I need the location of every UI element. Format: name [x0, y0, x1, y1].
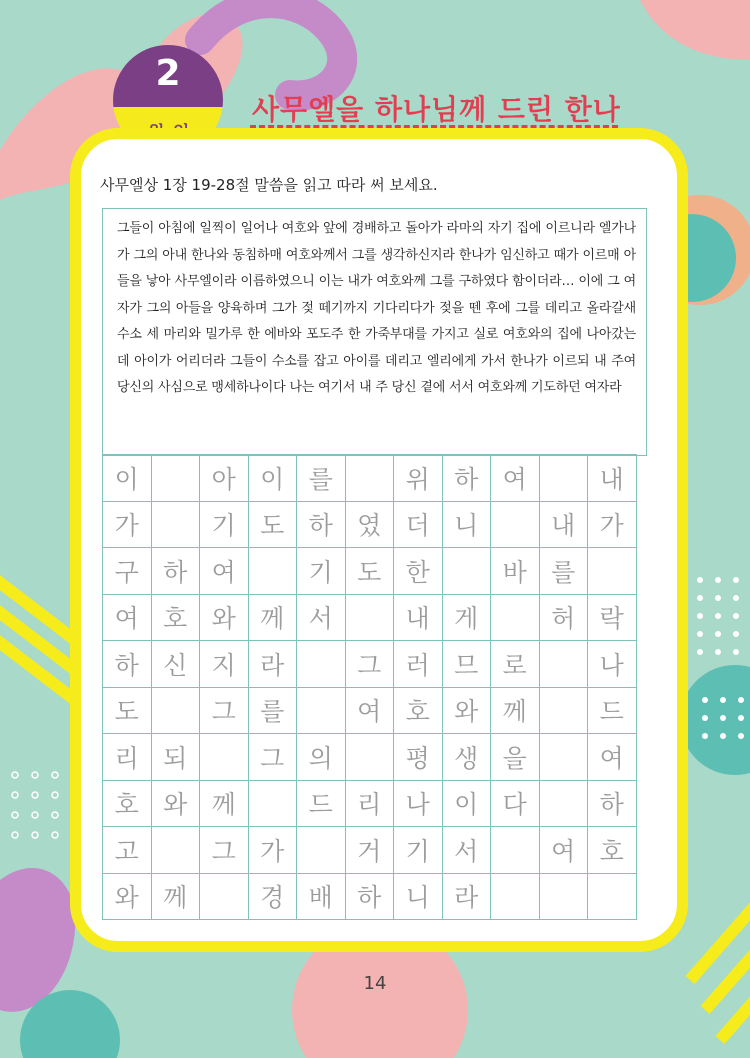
grid-cell[interactable]: 께	[200, 780, 249, 827]
grid-cell[interactable]	[539, 873, 588, 920]
grid-cell[interactable]	[297, 827, 346, 874]
grid-cell[interactable]: 니	[394, 873, 443, 920]
grid-cell[interactable]: 라	[248, 641, 297, 688]
grid-cell[interactable]: 도	[345, 548, 394, 595]
grid-cell[interactable]: 그	[200, 687, 249, 734]
grid-row	[103, 827, 637, 874]
grid-cell[interactable]: 서	[297, 594, 346, 641]
grid-cell[interactable]	[442, 548, 491, 595]
grid-cell[interactable]: 러	[394, 641, 443, 688]
grid-cell[interactable]	[248, 780, 297, 827]
grid-cell[interactable]: 그	[345, 641, 394, 688]
grid-cell[interactable]	[151, 455, 200, 502]
grid-cell[interactable]: 와	[442, 687, 491, 734]
grid-cell[interactable]: 드	[297, 780, 346, 827]
grid-cell[interactable]: 여	[345, 687, 394, 734]
grid-cell[interactable]: 를	[539, 548, 588, 595]
grid-row	[103, 548, 637, 595]
grid-cell[interactable]: 고	[103, 827, 152, 874]
grid-cell[interactable]: 하	[442, 455, 491, 502]
grid-cell[interactable]	[345, 455, 394, 502]
grid-cell[interactable]: 한	[394, 548, 443, 595]
grid-cell[interactable]: 바	[491, 548, 540, 595]
grid-cell[interactable]: 경	[248, 873, 297, 920]
grid-cell[interactable]	[200, 873, 249, 920]
grid-cell[interactable]: 이	[442, 780, 491, 827]
grid-cell[interactable]: 여	[200, 548, 249, 595]
grid-cell[interactable]: 께	[151, 873, 200, 920]
grid-cell[interactable]: 기	[297, 548, 346, 595]
grid-cell[interactable]: 를	[297, 455, 346, 502]
grid-cell[interactable]: 의	[297, 734, 346, 781]
grid-cell[interactable]	[539, 455, 588, 502]
grid-cell[interactable]	[539, 687, 588, 734]
grid-cell[interactable]: 호	[151, 594, 200, 641]
grid-cell[interactable]: 가	[103, 501, 152, 548]
grid-row	[103, 455, 637, 502]
grid-cell[interactable]	[539, 641, 588, 688]
grid-cell[interactable]: 배	[297, 873, 346, 920]
grid-cell[interactable]: 하	[151, 548, 200, 595]
grid-cell[interactable]: 되	[151, 734, 200, 781]
grid-row	[103, 687, 637, 734]
grid-cell[interactable]: 도	[103, 687, 152, 734]
grid-cell[interactable]: 였	[345, 501, 394, 548]
grid-cell[interactable]: 나	[588, 641, 637, 688]
grid-cell[interactable]: 리	[345, 780, 394, 827]
instruction-text: 사무엘상 1장 19-28절 말씀을 읽고 따라 써 보세요.	[100, 176, 438, 194]
grid-cell[interactable]: 호	[394, 687, 443, 734]
tracing-grid	[102, 454, 637, 920]
grid-cell[interactable]	[491, 873, 540, 920]
grid-cell[interactable]: 지	[200, 641, 249, 688]
grid-row	[103, 594, 637, 641]
grid-cell[interactable]	[151, 501, 200, 548]
grid-cell[interactable]: 도	[248, 501, 297, 548]
grid-cell[interactable]: 이	[103, 455, 152, 502]
grid-cell[interactable]: 이	[248, 455, 297, 502]
grid-cell[interactable]: 여	[539, 827, 588, 874]
grid-cell[interactable]: 와	[103, 873, 152, 920]
grid-row	[103, 501, 637, 548]
grid-cell[interactable]: 그	[200, 827, 249, 874]
grid-cell[interactable]: 호	[103, 780, 152, 827]
grid-cell[interactable]	[539, 780, 588, 827]
grid-cell[interactable]: 라	[442, 873, 491, 920]
grid-cell[interactable]: 로	[491, 641, 540, 688]
grid-cell[interactable]: 그	[248, 734, 297, 781]
grid-cell[interactable]: 가	[248, 827, 297, 874]
grid-cell[interactable]	[539, 734, 588, 781]
grid-cell[interactable]	[491, 827, 540, 874]
grid-cell[interactable]	[200, 734, 249, 781]
grid-cell[interactable]	[491, 594, 540, 641]
grid-cell[interactable]: 여	[103, 594, 152, 641]
grid-cell[interactable]: 하	[103, 641, 152, 688]
grid-cell[interactable]	[588, 873, 637, 920]
grid-cell[interactable]: 서	[442, 827, 491, 874]
grid-cell[interactable]: 허	[539, 594, 588, 641]
grid-cell[interactable]	[297, 641, 346, 688]
grid-cell[interactable]	[491, 501, 540, 548]
scripture-passage: 그들이 아침에 일찍이 일어나 여호와 앞에 경배하고 돌아가 라마의 자기 집에 이르니라 엘가나가 그의 아내 한나와 동침하매 여호와께서 그를 생각하신지라 한나가 임신하고 때가 이르매 아들을 낳아 사무엘이라 이름하였으니 이는 내가 여호와께 그를 구하였다 함이더라… 이에 그 여자가 그의 아들을 양육하며 그가 젖 떼기까지 기다리다가 젖을 뗀 후에 그를 데리고 올라갈새 수소 세 마리와 밀가루 한 에바와 포도주 한 가죽부대를 가지고 실로 여호와의 집에 나아갔는데 아이가 어리더라 그들이 수소를 잡고 아이를 데리고 엘리에게 가서 한나가 이르되 내 주여 당신의 사심으로 맹세하나이다 나는 여기서 내 주 당신 곁에 서서 여호와께 기도하던 여자라	[102, 208, 647, 456]
grid-cell[interactable]: 게	[442, 594, 491, 641]
day-number: 2	[155, 53, 181, 94]
grid-cell[interactable]: 생	[442, 734, 491, 781]
grid-cell[interactable]: 리	[103, 734, 152, 781]
grid-cell[interactable]: 니	[442, 501, 491, 548]
grid-cell[interactable]: 와	[200, 594, 249, 641]
grid-cell[interactable]: 을	[491, 734, 540, 781]
grid-cell[interactable]: 위	[394, 455, 443, 502]
grid-cell[interactable]	[151, 827, 200, 874]
grid-cell[interactable]: 기	[200, 501, 249, 548]
grid-cell[interactable]: 를	[248, 687, 297, 734]
grid-cell[interactable]: 내	[539, 501, 588, 548]
grid-cell[interactable]	[248, 548, 297, 595]
grid-cell[interactable]	[151, 687, 200, 734]
page-number: 14	[363, 973, 387, 994]
grid-cell[interactable]: 께	[491, 687, 540, 734]
grid-cell[interactable]: 므	[442, 641, 491, 688]
grid-cell[interactable]: 더	[394, 501, 443, 548]
grid-cell[interactable]: 하	[297, 501, 346, 548]
grid-row	[103, 780, 637, 827]
grid-cell[interactable]: 기	[394, 827, 443, 874]
grid-cell[interactable]: 드	[588, 687, 637, 734]
grid-row	[103, 734, 637, 781]
page-title: 사무엘을 하나님께 드린 한나	[252, 93, 621, 126]
grid-cell[interactable]: 하	[588, 780, 637, 827]
grid-cell[interactable]	[297, 687, 346, 734]
grid-row	[103, 873, 637, 920]
grid-cell[interactable]: 아	[200, 455, 249, 502]
grid-cell[interactable]	[345, 734, 394, 781]
grid-cell[interactable]: 구	[103, 548, 152, 595]
grid-cell[interactable]: 거	[345, 827, 394, 874]
grid-cell[interactable]: 평	[394, 734, 443, 781]
grid-cell[interactable]: 나	[394, 780, 443, 827]
grid-cell[interactable]: 께	[248, 594, 297, 641]
grid-cell[interactable]: 가	[588, 501, 637, 548]
grid-cell[interactable]: 하	[345, 873, 394, 920]
grid-cell[interactable]: 락	[588, 594, 637, 641]
grid-cell[interactable]	[345, 594, 394, 641]
grid-row	[103, 641, 637, 688]
grid-cell[interactable]: 내	[394, 594, 443, 641]
grid-cell[interactable]: 와	[151, 780, 200, 827]
grid-cell[interactable]: 내	[588, 455, 637, 502]
grid-cell[interactable]: 여	[588, 734, 637, 781]
grid-cell[interactable]: 신	[151, 641, 200, 688]
grid-cell[interactable]: 다	[491, 780, 540, 827]
grid-cell[interactable]: 호	[588, 827, 637, 874]
grid-cell[interactable]: 여	[491, 455, 540, 502]
grid-cell[interactable]	[588, 548, 637, 595]
